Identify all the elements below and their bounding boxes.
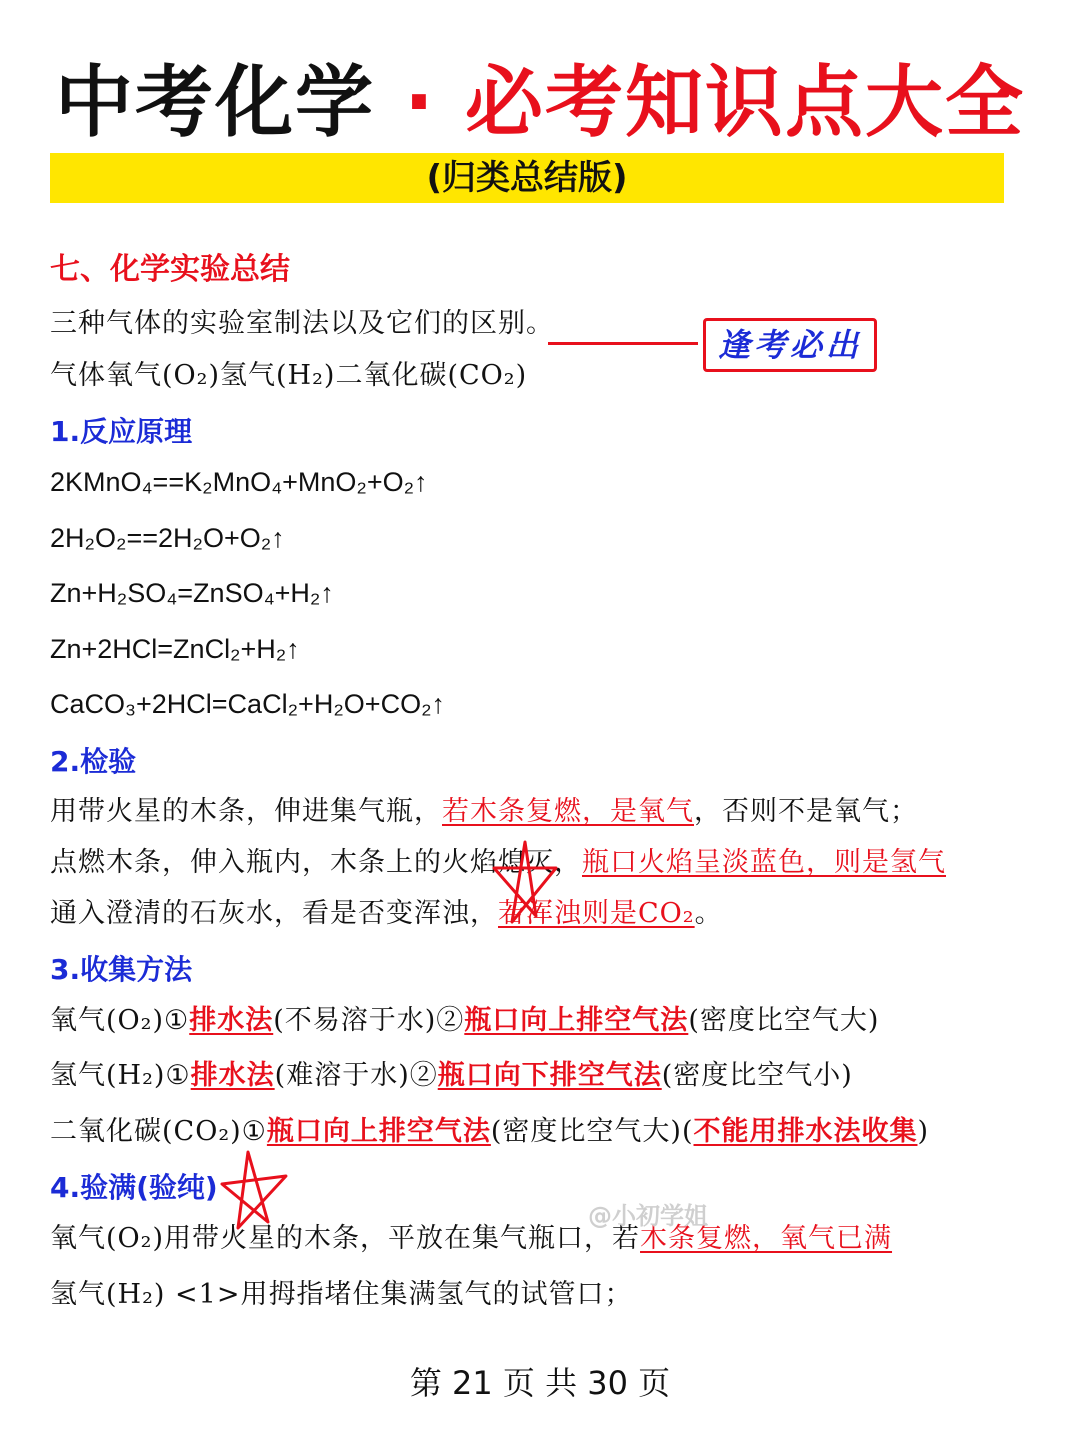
test-l2-highlight: 瓶口火焰呈淡蓝色，则是氢气	[582, 847, 946, 878]
equation-1: 2KMnO₄==K₂MnO₄+MnO₂+O₂↑	[50, 467, 428, 497]
collect-o2-b: 排水法	[189, 1005, 274, 1036]
test-l1-tail: ，否则不是氧气；	[694, 796, 918, 827]
test-title: 2.检验	[50, 745, 137, 778]
full-o2-text: 氧气(O₂)用带火星的木条，平放在集气瓶口，若	[50, 1223, 641, 1254]
title-dot: ·	[404, 58, 436, 148]
pen-underline	[548, 342, 698, 345]
collect-h2	[50, 1059, 853, 1093]
gases-text: 气体氧气(O₂)氢气(H₂)二氧化碳(CO₂)	[50, 360, 528, 391]
full-o2	[50, 1222, 892, 1256]
test-line-1	[50, 795, 918, 829]
collect-h2-c: (难溶于水)②	[274, 1060, 438, 1091]
full-h2: 氢气(H₂) <1>用拇指堵住集满氢气的试管口；	[50, 1279, 633, 1310]
collect-co2-c: (密度比空气大)(	[490, 1116, 694, 1147]
page-footer: 第 21 页 共 30 页	[409, 1364, 671, 1402]
watermark: @小初学姐	[588, 1202, 708, 1230]
test-l3-tail: 。	[694, 898, 723, 929]
collect-h2-d: 瓶口向下排空气法	[437, 1060, 662, 1091]
collect-o2-c: (不易溶于水)②	[273, 1005, 465, 1036]
full-o2-highlight: 木条复燃，氧气已满	[640, 1223, 893, 1254]
star-mark-icon	[490, 838, 560, 928]
collect-h2-a: 氢气(H₂)①	[50, 1060, 191, 1091]
exam-stamp: 逢考必出	[703, 318, 877, 372]
collect-o2-d: 瓶口向上排空气法	[464, 1005, 689, 1036]
title-red: 必考知识点大全	[464, 58, 1025, 148]
test-l1-highlight: 若木条复燃，是氧气	[442, 796, 694, 827]
equation-4: Zn+2HCl=ZnCl₂+H₂↑	[50, 634, 300, 664]
collect-co2	[50, 1115, 929, 1149]
page-title	[0, 40, 1080, 152]
intro-text: 三种气体的实验室制法以及它们的区别。	[50, 308, 554, 339]
collect-co2-a: 二氧化碳(CO₂)①	[50, 1116, 267, 1147]
collect-o2-e: (密度比空气大)	[688, 1005, 880, 1036]
collect-h2-b: 排水法	[190, 1060, 275, 1091]
subtitle-banner: (归类总结版)	[50, 153, 1004, 203]
equation-2: 2H₂O₂==2H₂O+O₂↑	[50, 523, 285, 553]
test-l1-text: 用带火星的木条，伸进集气瓶，	[50, 796, 442, 827]
collect-title: 3.收集方法	[50, 953, 193, 986]
principle-title: 1.反应原理	[50, 415, 193, 448]
collect-o2	[50, 1004, 879, 1038]
test-l2-text: 点燃木条，伸入瓶内，木条上的火焰熄灭，	[50, 847, 582, 878]
full-title: 4.验满(验纯)	[50, 1171, 218, 1204]
title-black: 中考化学	[55, 58, 376, 148]
test-line-3	[50, 897, 723, 931]
equation-3: Zn+H₂SO₄=ZnSO₄+H₂↑	[50, 578, 334, 608]
section-title: 七、化学实验总结	[50, 252, 290, 287]
test-l3-text: 通入澄清的石灰水，看是否变浑浊，	[50, 898, 498, 929]
collect-co2-b: 瓶口向上排空气法	[266, 1116, 491, 1147]
equation-5: CaCO₃+2HCl=CaCl₂+H₂O+CO₂↑	[50, 689, 446, 719]
test-l3-highlight: 若浑浊则是CO₂	[498, 898, 695, 929]
star-mark-icon-2	[218, 1148, 290, 1232]
collect-co2-e: )	[917, 1116, 930, 1147]
collect-co2-d: 不能用排水法收集	[693, 1116, 918, 1147]
collect-o2-a: 氧气(O₂)①	[50, 1005, 190, 1036]
collect-h2-e: (密度比空气小)	[661, 1060, 853, 1091]
